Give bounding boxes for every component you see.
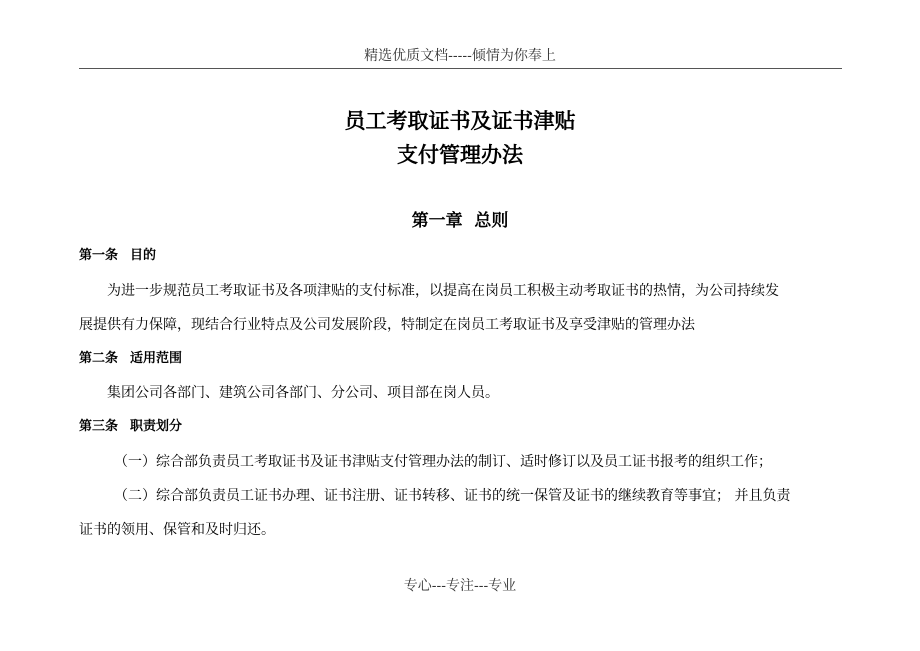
article-title: 适用范围 (130, 351, 183, 366)
paragraph-line: 为进一步规范员工考取证书及各项津贴的支付标准，以提高在岗员工积极主动考取证书的热情，为公司持续发 (107, 283, 779, 299)
header-divider (79, 68, 842, 69)
paragraph-line: 展提供有力保障，现结合行业特点及公司发展阶段，特制定在岗员工考取证书及享受津贴的管理办法 (79, 317, 695, 333)
article-heading-3 (79, 418, 182, 436)
paragraph-line: （二）综合部负责员工证书办理、证书注册、证书转移、证书的统一保管及证书的继续教育等事宜； 并且负责 (114, 488, 791, 504)
article-title: 目的 (130, 248, 157, 263)
chapter-label: 第一章 (411, 211, 463, 231)
paragraph-line: 集团公司各部门、建筑公司各部门、分公司、项目部在岗人员。 (107, 385, 499, 401)
article-number: 第三条 (79, 419, 119, 434)
paragraph-line: （一）综合部负责员工考取证书及证书津贴支付管理办法的制订、适时修订以及员工证书报考的组织工作； (114, 454, 772, 470)
article-heading-2 (79, 350, 182, 368)
article-number: 第一条 (79, 248, 119, 263)
article-number: 第二条 (79, 351, 119, 366)
article-title: 职责划分 (130, 419, 183, 434)
document-title-line-2: 支付管理办法 (397, 143, 523, 167)
document-title-line-1: 员工考取证书及证书津贴 (344, 109, 576, 133)
page-footer: 专心---专注---专业 (403, 578, 517, 594)
page-header: 精选优质文档-----倾情为你奉上 (364, 48, 556, 64)
chapter-name: 总则 (474, 211, 509, 231)
chapter-heading (0, 209, 920, 233)
article-heading-1 (79, 247, 156, 265)
paragraph-line: 证书的领用、保管和及时归还。 (79, 522, 275, 538)
